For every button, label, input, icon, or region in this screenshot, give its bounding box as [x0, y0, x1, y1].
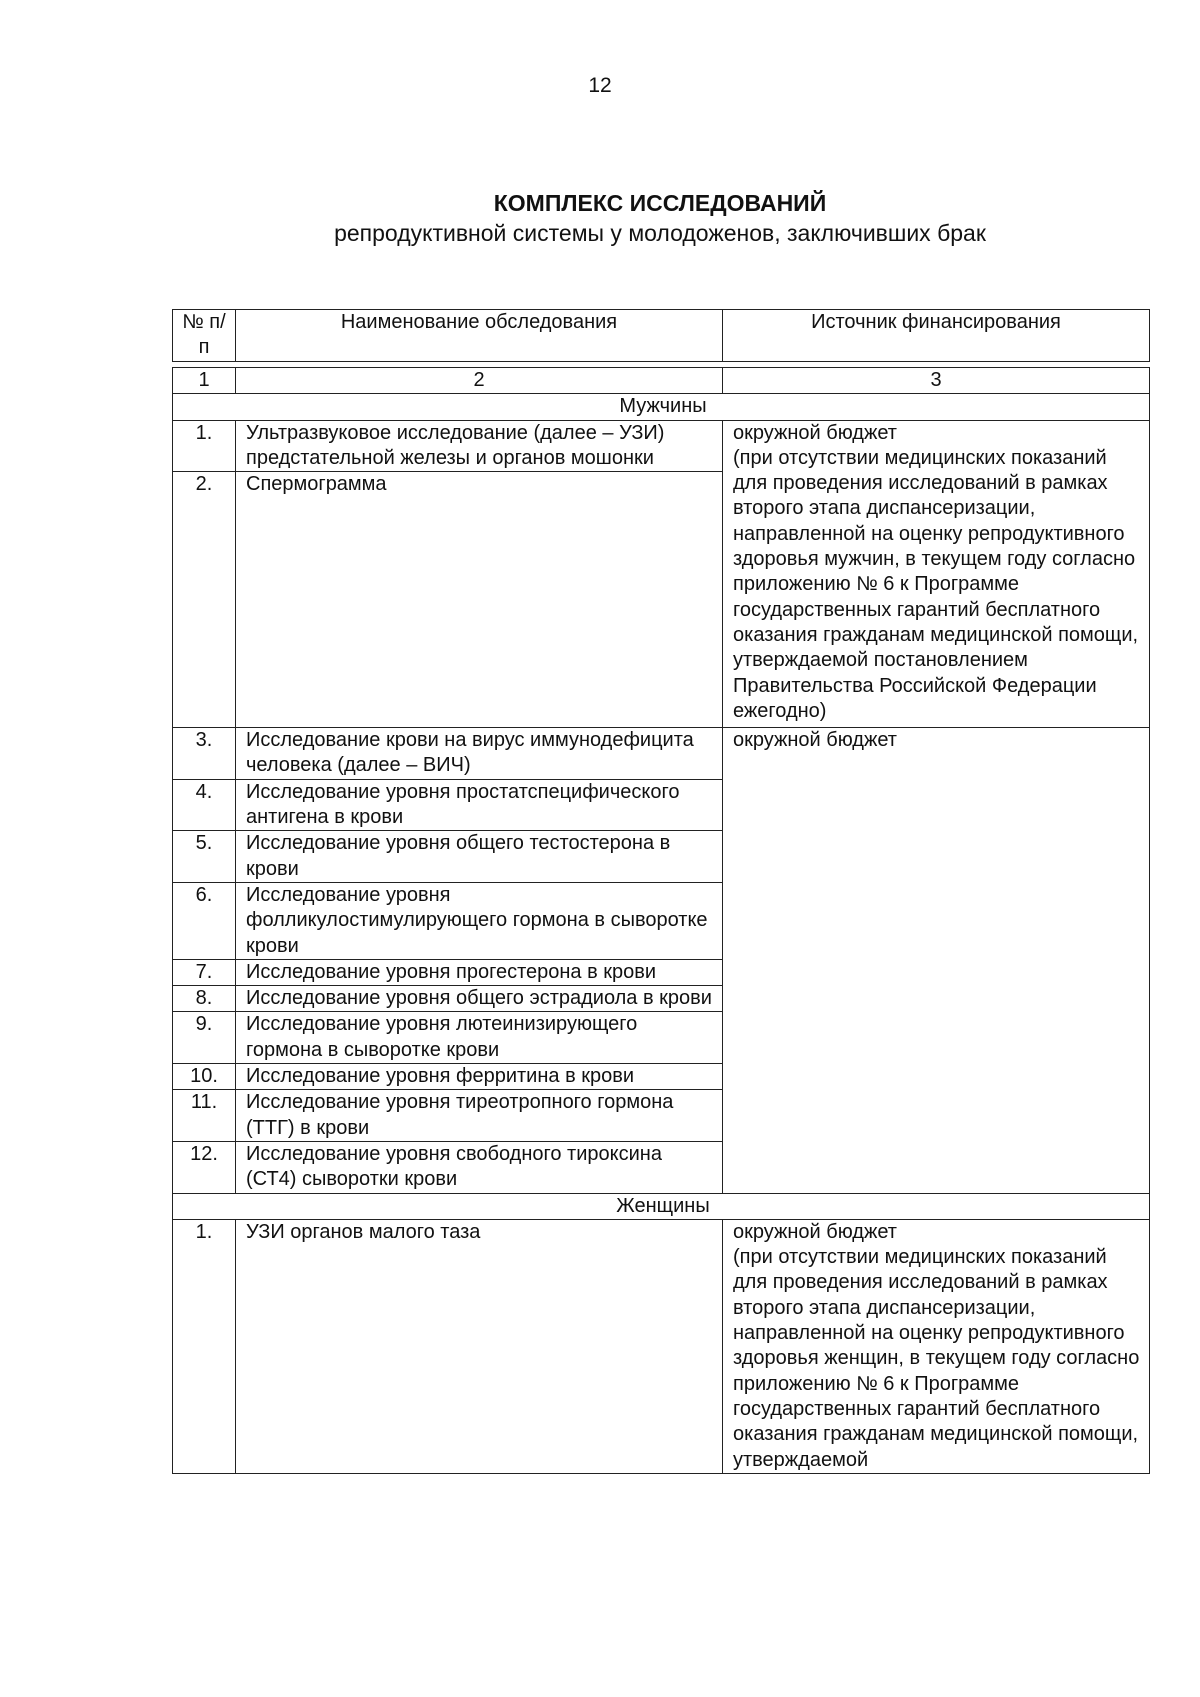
table-row [173, 728, 1150, 780]
row-number: 4. [173, 779, 236, 831]
table-row [173, 420, 1150, 472]
row-number: 7. [173, 959, 236, 985]
row-number: 12. [173, 1141, 236, 1193]
section-label: Мужчины [173, 394, 1150, 420]
row-number: 11. [173, 1090, 236, 1142]
section-row-women [173, 1193, 1150, 1219]
finance-source-cell: окружной бюджет (при отсутствии медицинских показаний для проведения исследований в рамках второго этапа диспансеризации, направленной на оценку репродуктивного здоровья мужчин, в текущем году согласно приложению № 6 к Программе государственных гарантий бесплатного оказания гражданам медицинской помощи, утверждаемой постановлением Правительства Российской Федерации ежегодно) [723, 420, 1150, 728]
row-number: 1. [173, 1219, 236, 1473]
row-name: Исследование уровня тиреотропного гормона (ТТГ) в крови [236, 1090, 723, 1142]
document-subtitle: репродуктивной системы у молодоженов, заключивших брак [334, 220, 986, 246]
header-num: № п/п [173, 310, 236, 362]
row-name: Исследование крови на вирус иммунодефицита человека (далее – ВИЧ) [236, 728, 723, 780]
table-header-row [173, 310, 1150, 362]
document-title: КОМПЛЕКС ИССЛЕДОВАНИЙ [493, 190, 827, 216]
column-numbers-row [173, 368, 1150, 394]
table-header [172, 309, 1150, 362]
row-name: Исследование уровня фолликулостимулирующего гормона в сыворотке крови [236, 882, 723, 959]
section-row-men [173, 394, 1150, 420]
row-number: 3. [173, 728, 236, 780]
header-source: Источник финансирования [723, 310, 1150, 362]
table-row [173, 1219, 1150, 1473]
row-number: 8. [173, 986, 236, 1012]
row-number: 2. [173, 472, 236, 728]
finance-source-cell: окружной бюджет (при отсутствии медицинских показаний для проведения исследований в рамках второго этапа диспансеризации, направленной на оценку репродуктивного здоровья женщин, в текущем году согласно приложению № 6 к Программе государственных гарантий бесплатного оказания гражданам медицинской помощи, утверждаемой [723, 1219, 1150, 1473]
row-number: 9. [173, 1012, 236, 1064]
finance-source-cell: окружной бюджет [723, 728, 1150, 1193]
row-name: Спермограмма [236, 472, 723, 728]
row-name: Исследование уровня ферритина в крови [236, 1064, 723, 1090]
row-name: Исследование уровня лютеинизирующего гормона в сыворотке крови [236, 1012, 723, 1064]
header-name: Наименование обследования [236, 310, 723, 362]
row-number: 6. [173, 882, 236, 959]
examinations-table [172, 367, 1150, 1474]
row-name: Исследование уровня прогестерона в крови [236, 959, 723, 985]
column-number: 1 [173, 368, 236, 394]
row-number: 5. [173, 831, 236, 883]
row-name: УЗИ органов малого таза [236, 1219, 723, 1473]
section-label: Женщины [173, 1193, 1150, 1219]
row-number: 1. [173, 420, 236, 472]
row-name: Исследование уровня общего эстрадиола в крови [236, 986, 723, 1012]
row-number: 10. [173, 1064, 236, 1090]
row-name: Исследование уровня простатспецифического антигена в крови [236, 779, 723, 831]
column-number: 2 [236, 368, 723, 394]
row-name: Исследование уровня свободного тироксина (СТ4) сыворотки крови [236, 1141, 723, 1193]
column-number: 3 [723, 368, 1150, 394]
row-name: Исследование уровня общего тестостерона в крови [236, 831, 723, 883]
page-number: 12 [588, 74, 612, 97]
row-name: Ультразвуковое исследование (далее – УЗИ) предстательной железы и органов мошонки [236, 420, 723, 472]
